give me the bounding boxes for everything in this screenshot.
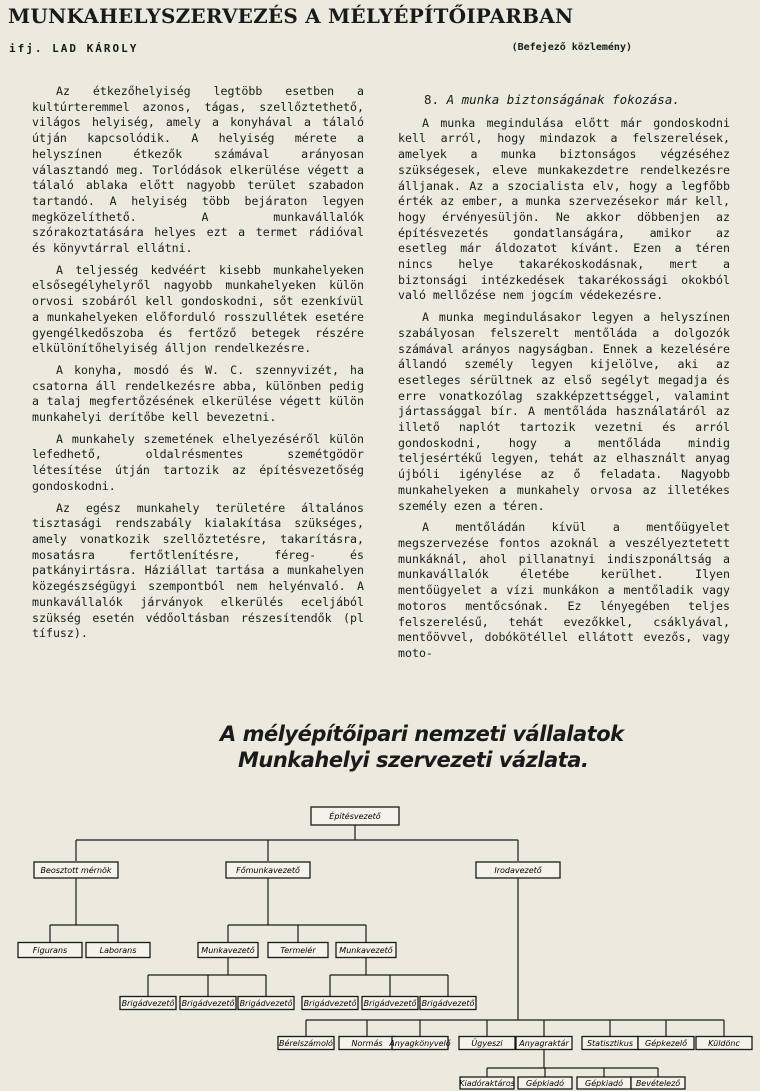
org-node-fomunka-child xyxy=(268,943,328,958)
org-node-fomunka-child xyxy=(198,943,258,958)
paragraph: Az étkezőhelyiség legtöbb esetben a kultúrteremmel azonos, tágas, szellőztethető, világos helyiség, amely a konyhával a tálaló útján kapcsolódik. A helyiség mérete a helyszínen étkezők számával arányosan választandó meg. Torlódások elkerülése végett a tálaló ablaka előtt nagyobb terület szabadon tartandó. A helyiség több bejáraton legyen megközelíthető. A munkavállalók szórakoztatására helyes ezt a termet rádióval és könyvtárral ellátni. xyxy=(32,84,364,256)
org-node-brigadvezeto-label: Brigádvezető xyxy=(303,999,357,1008)
section-title: A munka biztonságának fokozása. xyxy=(446,92,680,107)
org-node-iroda-child-label: Ügyeszi xyxy=(471,1039,503,1048)
org-node-iroda-child xyxy=(388,1037,450,1050)
org-node-mernok-child-label: Figurans xyxy=(32,946,68,955)
org-node-brigadvezeto-label: Brigádvezető xyxy=(181,999,235,1008)
org-node-level1 xyxy=(476,862,560,878)
org-node-raktar-child xyxy=(631,1077,685,1089)
org-node-iroda-child xyxy=(278,1037,334,1050)
continuation-note: (Befejező közlemény) xyxy=(511,42,632,53)
org-node-iroda-child-label: Bérelszámoló xyxy=(279,1039,333,1048)
org-node-fomunka-child-label: Munkavezető xyxy=(339,946,393,955)
org-node-brigadvezeto xyxy=(420,997,476,1010)
org-node-iroda-child xyxy=(516,1037,572,1050)
org-node-mernok-child-label: Laborans xyxy=(99,946,137,955)
org-node-brigadvezeto-label: Brigádvezető xyxy=(363,999,417,1008)
paragraph: A munkahely szemetének elhelyezéséről külön lefedhető, oldalrésmentes szemétgödör létesítése útján tartozik az építésvezetőség gondoskodni. xyxy=(32,431,364,493)
org-node-brigadvezeto xyxy=(362,997,418,1010)
org-node-iroda-child-label: Statisztikus xyxy=(586,1039,634,1048)
org-node-raktar-child-label: Kiadóraktáros xyxy=(459,1079,515,1088)
org-node-level1-label: Beosztott mérnök xyxy=(40,866,112,875)
org-node-iroda-child xyxy=(339,1037,395,1050)
org-node-brigadvezeto-label: Brigádvezető xyxy=(121,999,175,1008)
org-node-brigadvezeto xyxy=(180,997,236,1010)
org-node-level1 xyxy=(34,862,118,878)
org-node-root-label: Építésvezető xyxy=(329,812,381,821)
article-title: MUNKAHELYSZERVEZÉS A MÉLYÉPÍTŐIPARBAN xyxy=(8,4,574,28)
org-node-fomunka-child xyxy=(336,943,396,958)
org-node-iroda-child-label: Anyagkönyvelő xyxy=(389,1039,451,1048)
org-node-brigadvezeto-label: Brigádvezető xyxy=(239,999,293,1008)
org-node-mernok-child xyxy=(86,943,150,958)
org-node-iroda-child-label: Küldönc xyxy=(708,1039,740,1048)
paragraph: A munka megindulásakor legyen a helyszínen szabályosan felszerelt mentőláda a dolgozók számával arányos nagyságban. Ennek a kezelésére állandó személy legyen kijelölve, aki az esetleges sérültnek az első segélyt megadja és erre vonatkozólag szakképzettséggel, valamint jártassággal bír. A mentőláda használatáról az illető naplót tartozik vezetni és arról gondoskodni, hogy a mentőláda mindig teljesértékű legyen, tehát az elhasznált anyag újbóli igénylése az ő feladata. Nagyobb munkahelyeken a munkahely orvosa az illetékes személy ezen a téren. xyxy=(398,310,730,513)
paragraph: A munka megindulása előtt már gondoskodni kell arról, hogy mindazok a felszerelések, amelyek a munka biztonságos végzéséhez szükségesek, eleve munkakezdetre rendelkezésre álljanak. Az a szocialista elv, hogy a legfőbb érték az ember, a munka szervezésekor már kell, hogy érvényesüljön. Ne akkor döbbenjen az építésvezetés gondatlanságára, amikor az esetleg már áldozatot kívánt. Ezen a téren nincs helye takarékoskodásnak, mert a biztonsági intézkedések takarékossági okokból való mellőzése nem jogcím védekezésre. xyxy=(398,115,730,303)
chart-title-line1: A mélyépítőipari nemzeti vállalatok xyxy=(220,722,624,746)
paragraph: A konyha, mosdó és W. C. szennyvizét, ha csatorna áll rendelkezésre abba, különben pedig a talaj megfertőzésének elkerülése végett külön munkahelyi derítőbe kell bevezetni. xyxy=(32,362,364,425)
org-node-raktar-child xyxy=(518,1077,572,1089)
org-node-root xyxy=(311,807,399,825)
org-node-raktar-child-label: Gépkiadó xyxy=(585,1079,623,1088)
org-node-iroda-child-label: Gépkezelő xyxy=(645,1039,687,1048)
chart-title-line2: Munkahelyi szervezeti vázlata. xyxy=(238,748,589,772)
org-node-brigadvezeto xyxy=(120,997,176,1010)
org-node-fomunka-child-label: Munkavezető xyxy=(201,946,255,955)
org-node-iroda-child xyxy=(696,1037,752,1050)
paragraph: Az egész munkahely területére általános tisztasági rendszabály kialakítása szükséges, amely vonatkozik szellőztetésre, takarításra, mosatásra fertőtlenítésre, féreg- és patkányirtásra. Háziállat tartása a munkahelyen közegészségügyi szempontból nem helyénvaló. A munkavállalók járványok elkerülés eceljából szükség esetén védőoltásban részesítendők (pl tífusz). xyxy=(32,500,364,641)
org-node-raktar-child-label: Gépkiadó xyxy=(526,1079,564,1088)
org-node-mernok-child xyxy=(18,943,82,958)
paragraph: A teljesség kedvéért kisebb munkahelyeken elsősegélyhelyről nagyobb munkahelyeken külön orvosi szobáról kell gondoskodni, sőt ezenkívül a munkahelyeken előforduló rosszullétek esetére gyengélkedőszoba és fertőző betegek részére elkülönítőhelyiség álljon rendelkezésre. xyxy=(32,262,364,356)
org-node-iroda-child xyxy=(582,1037,638,1050)
org-node-level1 xyxy=(226,862,310,878)
org-node-fomunka-child-label: Termelér xyxy=(280,946,316,955)
org-node-brigadvezeto xyxy=(302,997,358,1010)
org-node-iroda-child xyxy=(459,1037,515,1050)
paragraph: A mentőládán kívül a mentőügyelet megszervezése fontos azoknál a veszélyeztetett munkáknál, ahol pillanatnyi indiszponáltság a munkavállalók életébe kerülhet. Ilyen mentőügyelet a vízi munkákon a mentőladik vagy motoros mentőcsónak. Ez lényegében teljes felszerelésű, tehát evezőkkel, csáklyával, mentőövvel, dobókötéllel ellátott evezős, vagy moto- xyxy=(398,520,730,660)
org-node-brigadvezeto xyxy=(238,997,294,1010)
org-node-raktar-child xyxy=(459,1077,515,1089)
org-node-iroda-child-label: Anyagraktár xyxy=(519,1039,569,1048)
org-node-level1-label: Irodavezető xyxy=(494,866,542,875)
author-line: ifj. LAD KÁROLY xyxy=(9,42,139,55)
org-node-brigadvezeto-label: Brigádvezető xyxy=(421,999,475,1008)
org-node-raktar-child-label: Bevételező xyxy=(635,1079,681,1088)
section-number: 8. xyxy=(424,92,440,107)
org-node-iroda-child xyxy=(638,1037,694,1050)
org-node-level1-label: Főmunkavezető xyxy=(236,866,300,875)
org-node-iroda-child-label: Normás xyxy=(351,1039,383,1048)
org-node-raktar-child xyxy=(577,1077,631,1089)
